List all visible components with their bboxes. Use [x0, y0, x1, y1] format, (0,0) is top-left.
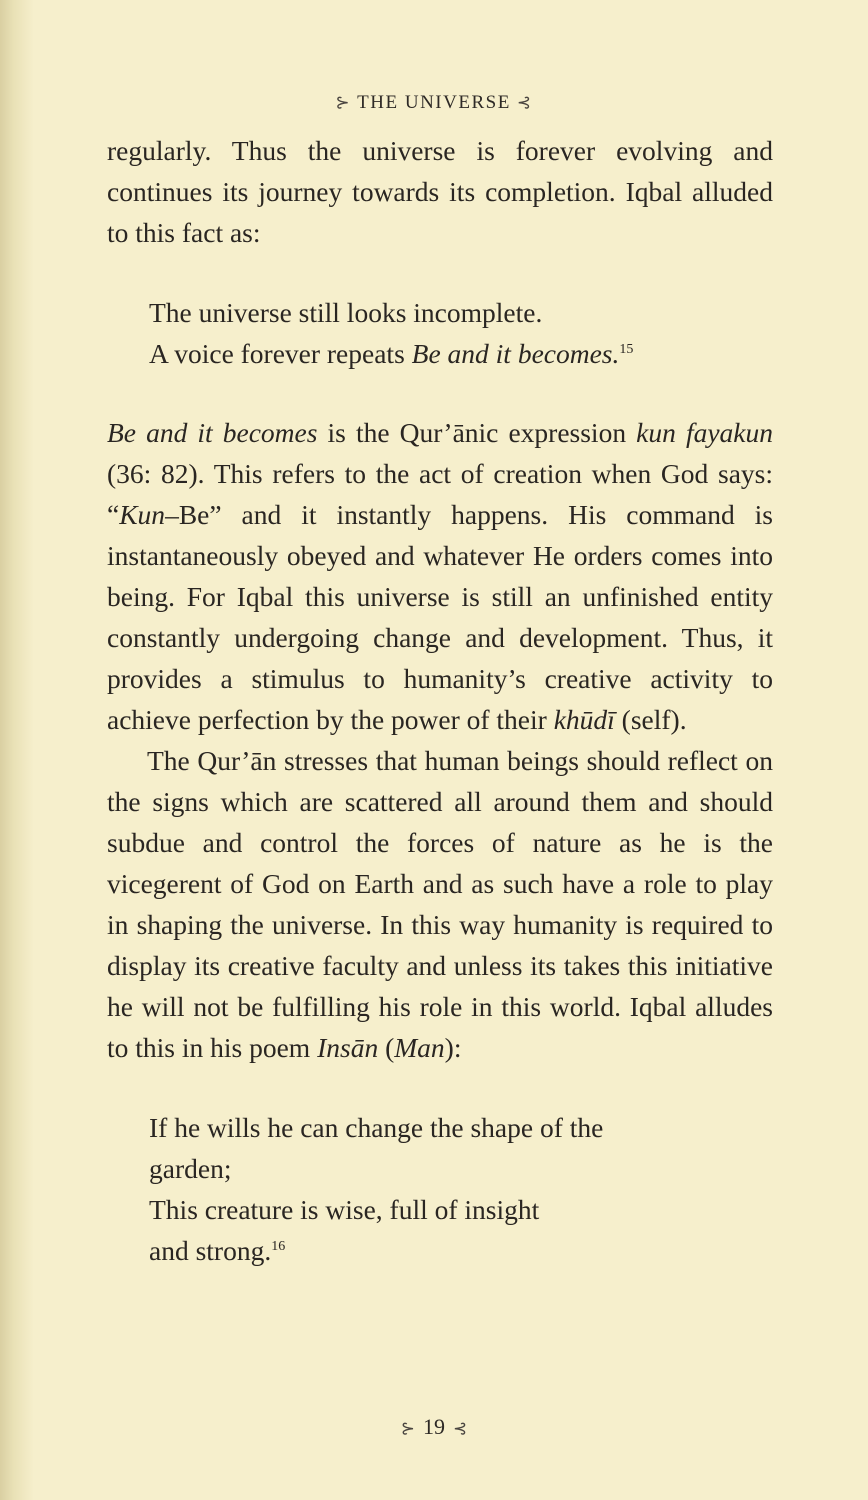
running-header-title: THE UNIVERSE: [357, 92, 511, 113]
verse-2-line-3: This creature is wise, full of insight: [149, 1194, 540, 1225]
paragraph-2-italic-3: Kun: [119, 499, 166, 530]
page-number: 19: [423, 1414, 445, 1439]
paragraph-2-text-2: (36: 82). This refers to the act of creation when God says: “: [107, 458, 773, 530]
page-footer: [0, 1414, 868, 1440]
paragraph-2-text-4: (self).: [614, 704, 687, 735]
paragraph-2-italic-2: kun fayakun: [636, 417, 773, 448]
paragraph-2-text-1: is the Qur’ānic expression: [317, 417, 637, 448]
paragraph-2: [107, 412, 773, 740]
paragraph-3-italic-1: Insān: [317, 1032, 379, 1063]
verse-1-line-2: [149, 333, 773, 374]
header-ornament-right-icon: ⊰: [516, 93, 533, 112]
paragraph-2-italic-1: Be and it becomes: [107, 417, 318, 448]
verse-2-line-2: garden;: [149, 1153, 232, 1184]
paragraph-2-italic-4: khūdī: [553, 704, 615, 735]
paragraph-3-text-2: (: [378, 1032, 395, 1063]
verse-2-line-4: [149, 1230, 773, 1271]
page-body: [107, 130, 773, 1271]
paragraph-3: [107, 740, 773, 1068]
footer-ornament-left-icon: ⊱: [400, 1419, 415, 1438]
verse-quote-1: [107, 292, 773, 374]
verse-1-line-2-text: A voice forever repeats: [149, 338, 412, 369]
verse-2-line-1: If he wills he can change the shape of the: [149, 1112, 604, 1143]
paragraph-3-text-1: The Qur’ān stresses that human beings should reflect on the signs which are scattered all around them and should subdue and control the forces of nature as he is the vicegerent of God on Earth and as such have a role to play in shaping the universe. In this way humanity is required to display its creative faculty and unless its takes this initiative he will not be fulfilling his role in this world. Iqbal alludes to this in his poem: [107, 745, 773, 1063]
paragraph-3-italic-2: Man: [394, 1032, 445, 1063]
running-header: [0, 92, 868, 114]
paragraph-2-text-3: –Be” and it instantly happens. His command is instantaneously obeyed and whatever He orders comes into being. For Iqbal this universe is still an unfinished entity constantly undergoing change and development. Thus, it provides a stimulus to humanity’s creative activity to achieve perfection by the power of their: [107, 499, 773, 735]
verse-2-line-4-text: and strong.: [149, 1235, 272, 1266]
verse-1-line-2-italic: Be and it becomes.: [411, 338, 620, 369]
footnote-marker-15: 15: [619, 341, 634, 357]
footnote-marker-16: 16: [271, 1238, 286, 1254]
paragraph-3-text-3: ):: [444, 1032, 462, 1063]
header-ornament-left-icon: ⊱: [335, 93, 352, 112]
verse-1-line-1: The universe still looks incomplete.: [149, 297, 543, 328]
paragraph-1: regularly. Thus the universe is forever evolving and continues its journey towards its completion. Iqbal alluded to this fact as:: [107, 135, 773, 248]
footer-ornament-right-icon: ⊰: [453, 1419, 468, 1438]
verse-quote-2: [107, 1107, 773, 1271]
